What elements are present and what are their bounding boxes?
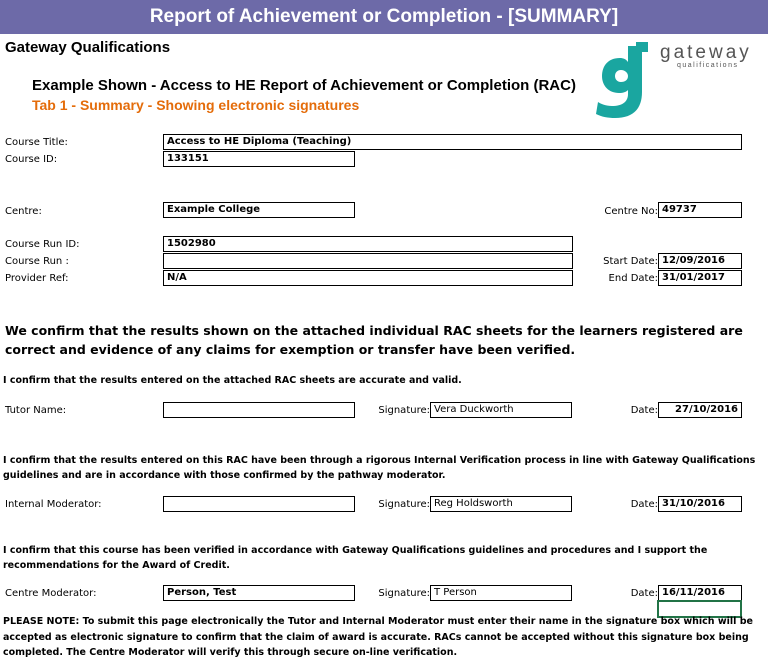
centre-moderator-signature-field[interactable]: T Person — [430, 585, 572, 601]
course-id-field[interactable]: 133151 — [163, 151, 355, 167]
tutor-signature-field[interactable]: Vera Duckworth — [430, 402, 572, 418]
course-run-field[interactable] — [163, 253, 573, 269]
centre-field[interactable]: Example College — [163, 202, 355, 218]
provider-ref-field[interactable]: N/A — [163, 270, 573, 286]
tutor-date-label: Date: — [630, 405, 658, 416]
course-id-label: Course ID: — [5, 154, 58, 165]
start-date-field[interactable]: 12/09/2016 — [658, 253, 742, 269]
confirmation-statement: We confirm that the results shown on the attached individual RAC sheets for the learners registered are correct and evidence of any claims for exemption or transfer have been verified. — [5, 323, 743, 357]
tutor-date-field[interactable]: 27/10/2016 — [658, 402, 742, 418]
centre-moderator-label: Centre Moderator: — [5, 588, 97, 599]
centre-label: Centre: — [5, 206, 42, 217]
centre-no-field[interactable]: 49737 — [658, 202, 742, 218]
centre-moderator-date-field[interactable]: 16/11/2016 — [658, 585, 742, 601]
end-date-field[interactable]: 31/01/2017 — [658, 270, 742, 286]
centre-moderator-date-label: Date: — [630, 588, 658, 599]
course-title-label: Course Title: — [5, 137, 68, 148]
course-title-field[interactable]: Access to HE Diploma (Teaching) — [163, 134, 742, 150]
centre-moderator-field[interactable]: Person, Test — [163, 585, 355, 601]
internal-moderator-field[interactable] — [163, 496, 355, 512]
tutor-name-field[interactable] — [163, 402, 355, 418]
centre-moderator-statement: I confirm that this course has been verified in accordance with Gateway Qualifications guidelines and procedures and I support the recommendations for the Award of Credit. — [3, 545, 708, 571]
start-date-label: Start Date: — [603, 256, 658, 267]
page-title: Example Shown - Access to HE Report of Achievement or Completion (RAC) — [32, 77, 576, 94]
centre-moderator-signature-label: Signature: — [378, 588, 430, 599]
submission-note: PLEASE NOTE: To submit this page electronically the Tutor and Internal Moderator must enter their name in the signature box which will be accepted as electronic signature to confirm that the claim of award is accurate. RACs cannot be accepted without this signature box being completed. The Centre Moderator will verify this through secure on-line verification. — [3, 616, 753, 658]
course-run-label: Course Run : — [5, 256, 69, 267]
internal-moderator-date-field[interactable]: 31/10/2016 — [658, 496, 742, 512]
centre-no-label: Centre No: — [604, 206, 658, 217]
page-subtitle: Tab 1 - Summary - Showing electronic signatures — [32, 97, 360, 113]
sheet-banner: Report of Achievement or Completion - [SUMMARY] — [0, 0, 768, 34]
internal-moderator-date-label: Date: — [630, 499, 658, 510]
provider-ref-label: Provider Ref: — [5, 273, 69, 284]
tutor-statement: I confirm that the results entered on the attached RAC sheets are accurate and valid. — [3, 375, 462, 386]
course-run-id-label: Course Run ID: — [5, 239, 80, 250]
org-name: Gateway Qualifications — [5, 39, 171, 56]
internal-moderator-label: Internal Moderator: — [5, 499, 102, 510]
internal-moderator-signature-label: Signature: — [378, 499, 430, 510]
tutor-signature-label: Signature: — [378, 405, 430, 416]
internal-moderator-signature-field[interactable]: Reg Holdsworth — [430, 496, 572, 512]
tutor-name-label: Tutor Name: — [5, 405, 67, 416]
course-run-id-field[interactable]: 1502980 — [163, 236, 573, 252]
logo-tagline: qualifications — [677, 62, 739, 69]
logo-wordmark: gateway — [660, 42, 752, 63]
internal-moderator-statement: I confirm that the results entered on this RAC have been through a rigorous Internal Verification process in line with Gateway Qualifications guidelines and are in accordance with those confirmed by the pathway moderator. — [3, 455, 756, 481]
end-date-label: End Date: — [608, 273, 658, 284]
